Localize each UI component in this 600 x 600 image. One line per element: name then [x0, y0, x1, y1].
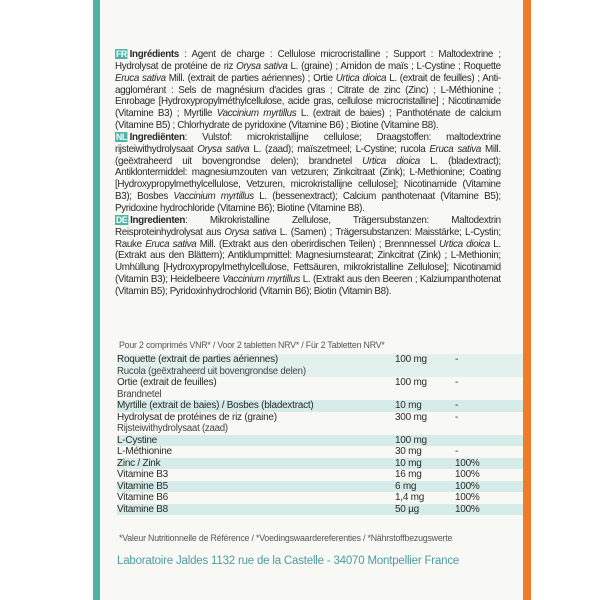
nutrient-amount: 1,4 mg: [395, 492, 425, 503]
nutrient-name: Vitamine B5: [117, 480, 168, 492]
nutrition-row: [117, 412, 523, 435]
nrv-footnote: *Valeur Nutritionnelle de Référence / *Voedingswaardereferenties / *Nährstoffbezugswerte: [119, 533, 453, 543]
nutrient-amount: 6 mg: [395, 480, 417, 492]
nutrition-row: [117, 435, 523, 447]
ingredients-heading-nl: Ingrediënten: [129, 131, 185, 143]
nutrient-amount: 100 mg: [395, 434, 427, 446]
nutrient-name-cell: [117, 377, 395, 400]
nutrient-amount: 100 mg: [395, 377, 427, 388]
nutrient-name: Ortie (extrait de feuilles): [117, 377, 217, 388]
lang-badge-nl: NL: [115, 131, 127, 142]
nutrient-nrv: -: [455, 400, 459, 411]
nutrition-row: [117, 504, 523, 516]
orange-edge-stripe: [523, 0, 531, 600]
nutrient-amount: 30 mg: [395, 446, 422, 457]
lang-badge-fr: FR: [115, 49, 127, 59]
nutrient-name: Vitamine B8: [117, 503, 168, 515]
nutrition-row: [117, 400, 523, 412]
nutrient-nrv: -: [455, 354, 459, 365]
nutrient-name: Zinc / Zink: [117, 457, 161, 469]
nutrient-nrv: 100%: [455, 503, 480, 515]
nutrient-name: Vitamine B3: [117, 469, 168, 480]
nutrient-nrv: 100%: [455, 480, 480, 492]
ingredients-block: [115, 49, 501, 298]
nutrient-name-cell: [117, 412, 395, 435]
nutrient-name-cell: [117, 446, 395, 458]
ingredients-fr: FR Ingrédients : Agent de charge : Cellulose microcristalline ; Support : Maltodextrine ; Hydrolysat de protéine de riz Orysa sativa L. (graine) ; Amidon de maïs ; L-Cystine ; Roquette Eruca sativa Mill. (extrait de parties aériennes) ; Ortie Urtica dioica L. (extrait de feuilles) ; Anti-agglomérant : Sels de magnésium d'acides gras ; Citrate de zinc (Zinc) ; L-Méthionine ; Enrobage [Hydroxypropylméthylcellulose, acide gras, cellulose microcristalline] ; Nicotinamide (Vitamine B3) ; Myrtille Vaccinium myrtillus L. (extrait de baies) ; Panthoténate de calcium (Vitamine B5) ; Chlorhydrate de pyridoxine (Vitamine B6) ; Biotine (Vitamine B8).: [115, 49, 501, 132]
label-panel: [100, 0, 523, 600]
nutrient-name: L-Cystine: [117, 434, 157, 446]
nutrient-name: L-Méthionine: [117, 446, 172, 457]
nutrient-translation: Rucola (geëxtraheerd uit bovengrondse delen): [117, 365, 306, 377]
nutrient-name-cell: [117, 435, 395, 447]
nutrient-nrv: 100%: [455, 492, 480, 503]
nutrient-name-cell: [117, 469, 395, 481]
manufacturer-address: [117, 555, 459, 567]
nutrient-nrv: [455, 435, 523, 447]
nutrition-row: [117, 458, 523, 470]
lang-badge-de: DE: [115, 214, 128, 225]
nutrient-nrv: 100%: [455, 469, 480, 480]
nutrition-row: [117, 446, 523, 458]
ingredients-nl: NL Ingrediënten: Vulstof: microkristallijne cellulose; Draagstoffen: maltodextrine rijsteiwithydrolysaat Orysa sativa L. (zaad); maïszetmeel; L-Cystine; rucola Eruca sativa Mill. (geëxtraheerd uit bovengrondse delen); brandnetel Urtica dioica L. (bladextract); Antiklontermiddel: magnesiumzouten van vetzuren; Zinkcitraat (Zink); L-Methionine; Coating [Hydroxypropylmethylcellulose, Vetzuren, microkristallijne cellulose]; Nicotinamide (Vitamine B3); Bosbes Vaccinium myrtillus L. (bessenextract); Calcium panthotenaat (Vitamine B5); Pyridoxine hydrochloride (Vitamine B6); Biotine (Vitamine B8).: [115, 131, 501, 214]
teal-edge-stripe: [93, 0, 100, 600]
nutrient-name: Hydrolysat de protéines de riz (graine): [117, 411, 277, 423]
nutrient-amount: 10 mg: [395, 457, 422, 469]
nutrition-row: [117, 354, 523, 377]
nutrient-nrv: -: [455, 411, 459, 423]
nutrient-name: Roquette (extrait de parties aériennes): [117, 354, 278, 365]
lab-address: 1132 rue de la Castelle - 34070 Montpellier France: [208, 555, 460, 567]
ingredients-de: DE Ingredienten: Mikrokristalline Zellulose, Trägersubstanzen: Maltodextrin Reisproteinhydrolysat aus Orysa sativa L. (Samen) ; Trägersubstanzen: Maisstärke; L-Cystin; Rauke Eruca sativa Mill. (Extrakt aus den oberirdischen Teilen) ; Brennnessel Urtica dioica L. (Extrakt aus den Blättern); Antiklumpmittel: Magnesiumstearat; Zinkcitrat (Zink) ; L-Methionin; Umhüllung [Hydroxypropylmethylcellulose, Fettsäuren, mikrokristalline Zellulose]; Nicotinamid (Vitamin B3); Heidelbeere Vaccinium myrtillus L. (Extrakt aus den Beeren ; Kalziumpanthotenat (Vitamin B5); Pyridoxinhydrochlorid (Vitamin B6); Biotin (Vitamin B8).: [115, 214, 501, 297]
nutrition-row: [117, 377, 523, 400]
nutrient-amount: 300 mg: [395, 411, 427, 423]
nutrient-name-cell: [117, 481, 395, 493]
nutrient-name: Myrtille (extrait de baies) / Bosbes (bladextract): [117, 400, 314, 411]
nutrient-name: Vitamine B6: [117, 492, 168, 503]
nutrient-translation: Rijsteiwithydrolysaat (zaad): [117, 423, 228, 434]
ingredients-heading-de: Ingredienten: [130, 214, 186, 226]
nutrient-name-cell: [117, 492, 395, 504]
nutrient-nrv: -: [455, 377, 459, 388]
nutrient-nrv: 100%: [455, 457, 480, 469]
nutrition-row: [117, 469, 523, 481]
nutrient-name-cell: [117, 458, 395, 470]
nutrient-name-cell: [117, 504, 395, 516]
nutrient-name-cell: [117, 354, 395, 377]
lab-name: Laboratoire Jaldes: [117, 555, 209, 567]
nutrition-row: [117, 481, 523, 493]
nutrient-amount: 10 mg: [395, 400, 422, 411]
nutrition-row: [117, 492, 523, 504]
nutrient-translation: Brandnetel: [117, 388, 162, 400]
nutrition-table: [117, 354, 523, 515]
nutrient-amount: 50 µg: [395, 503, 419, 515]
nutrient-amount: 100 mg: [395, 354, 427, 365]
nutrient-nrv: -: [455, 446, 459, 457]
ingredients-heading-fr: Ingrédients: [129, 49, 179, 60]
left-margin: [0, 0, 101, 600]
nutrient-name-cell: [117, 400, 395, 412]
nutrient-amount: 16 mg: [395, 469, 422, 480]
per-serving-caption: Pour 2 comprimés VNR* / Voor 2 tabletten NRV* / Für 2 Tabletten NRV*: [119, 340, 385, 350]
